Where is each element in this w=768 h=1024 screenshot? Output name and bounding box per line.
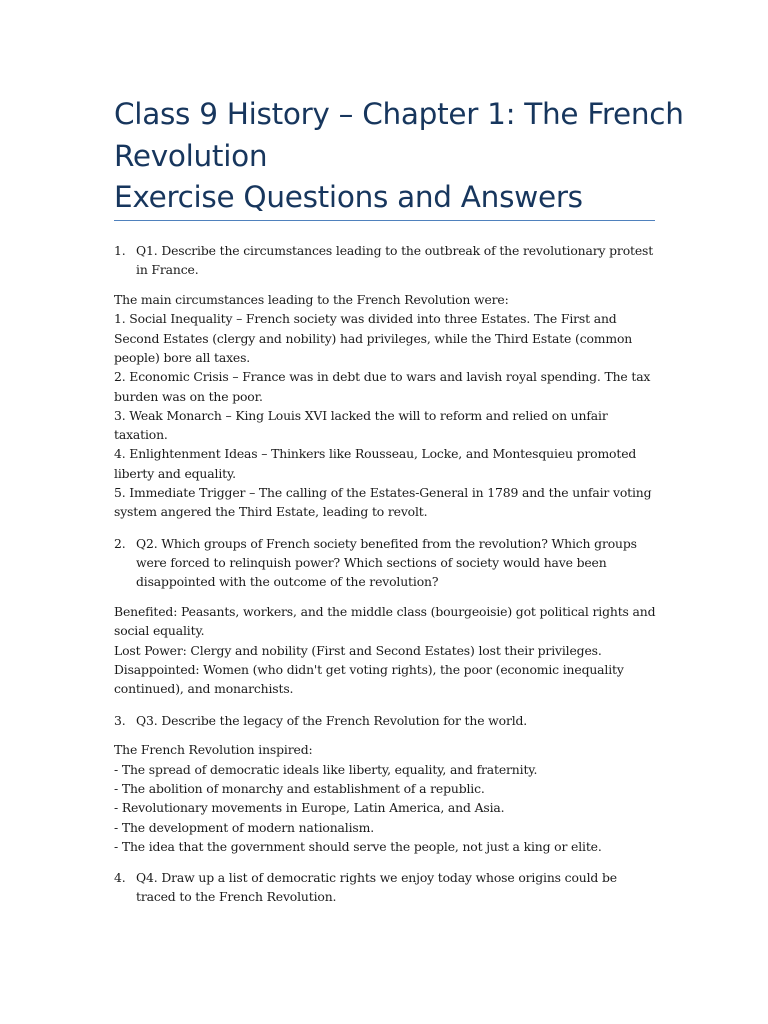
question-number: 4.: [114, 870, 126, 886]
answer-line: 5. Immediate Trigger – The calling of the Estates-General in 1789 and the unfair voting system angered the Third Estate, leading to revolt.: [114, 485, 652, 520]
question-item: [114, 868, 659, 907]
question-text: Q1. Describe the circumstances leading to the outbreak of the revolutionary protest in France.: [136, 243, 654, 278]
question-text: Q4. Draw up a list of democratic rights we enjoy today whose origins could be traced to the French Revolution.: [136, 870, 617, 905]
answer-line: The French Revolution inspired:: [114, 742, 313, 758]
question-text: Q2. Which groups of French society benefited from the revolution? Which groups were forced to relinquish power? Which sections of society would have been disappointed with the outcome of the revolution?: [136, 535, 637, 590]
question-text: Q3. Describe the legacy of the French Revolution for the world.: [136, 712, 528, 728]
answer-block: [114, 290, 659, 522]
question-number: 1.: [114, 243, 126, 258]
answer-line: Benefited: Peasants, workers, and the middle class (bourgeoisie) got political rights and social equality.: [114, 604, 656, 639]
answer-line: - The abolition of monarchy and establishment of a republic.: [114, 780, 485, 796]
answer-line: 3. Weak Monarch – King Louis XVI lacked the will to reform and relied on unfair taxation.: [114, 407, 608, 443]
title-line: Revolution: [114, 138, 268, 173]
document-title: [114, 94, 684, 219]
answer-line: 1. Social Inequality – French society was divided into three Estates. The First and Second Estates (clergy and nobility) had privileges, while the Third Estate (common people) bore all taxes.: [114, 311, 633, 365]
question-item: [114, 711, 659, 730]
question-number: 3.: [114, 712, 126, 728]
title-line: Class 9 History – Chapter 1: The French: [114, 97, 684, 131]
question-number: 2.: [114, 535, 126, 551]
question-item: [114, 241, 659, 280]
answer-line: The main circumstances leading to the French Revolution were:: [114, 292, 509, 308]
answer-line: - Revolutionary movements in Europe, Latin America, and Asia.: [114, 800, 505, 816]
answer-line: 4. Enlightenment Ideas – Thinkers like Rousseau, Locke, and Montesquieu promoted liberty and equality.: [114, 446, 637, 481]
question-item: [114, 534, 659, 592]
answer-line: Disappointed: Women (who didn't get voting rights), the poor (economic inequality continued), and monarchists.: [114, 661, 624, 697]
answer-line: Lost Power: Clergy and nobility (First and Second Estates) lost their privileges.: [114, 642, 602, 658]
answer-line: - The spread of democratic ideals like liberty, equality, and fraternity.: [114, 761, 538, 777]
title-line: Exercise Questions and Answers: [114, 180, 583, 214]
document-body: [114, 241, 659, 917]
title-underline-divider: [114, 220, 655, 221]
answer-block: [114, 602, 659, 698]
answer-block: [114, 740, 659, 856]
answer-line: - The development of modern nationalism.: [114, 819, 374, 835]
answer-line: 2. Economic Crisis – France was in debt due to wars and lavish royal spending. The tax burden was on the poor.: [114, 369, 651, 404]
answer-line: - The idea that the government should serve the people, not just a king or elite.: [114, 838, 602, 854]
